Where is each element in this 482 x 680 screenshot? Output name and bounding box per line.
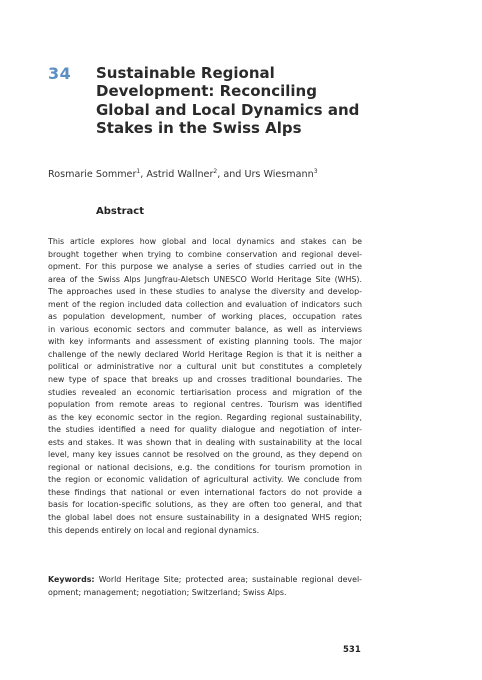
- page-number: 531: [343, 645, 361, 655]
- abstract-line: these findings that national or even international factors do not provide a: [48, 487, 362, 497]
- keywords-line: opment; management; negotiation; Switzerland; Swiss Alps.: [48, 587, 287, 597]
- author-name: Urs Wiesmann: [244, 169, 314, 180]
- author-name: Astrid Wallner: [146, 169, 214, 180]
- abstract-line: level, many key issues cannot be resolved on the ground, as they depend on: [48, 450, 362, 460]
- keywords-line: [48, 574, 362, 587]
- abstract-heading: Abstract: [96, 206, 145, 217]
- author-separator: ,: [140, 169, 147, 180]
- abstract-line: population from remote areas to regional centres. Tourism was identified: [48, 400, 362, 410]
- abstract-line: basis for location-specific solutions, as they are often too general, and that: [48, 500, 362, 510]
- affiliation-marker: 2: [213, 168, 218, 175]
- chapter-number: 34: [48, 64, 72, 83]
- author-separator: , and: [217, 169, 245, 180]
- chapter-title-line: Stakes in the Swiss Alps: [96, 118, 302, 137]
- abstract-body: [48, 236, 362, 537]
- author-name: Rosmarie Sommer: [48, 169, 137, 180]
- abstract-line: opment. For this purpose we analyse a series of studies carried out in the: [48, 262, 362, 272]
- abstract-line: in various economic sectors and commuter balance, as well as interviews: [48, 324, 362, 334]
- abstract-line: new type of space that breaks up and crosses traditional boundaries. The: [48, 375, 362, 385]
- chapter-title: [96, 64, 396, 137]
- keywords-section: [48, 574, 362, 599]
- abstract-line: the region or economic validation of agricultural activity. We conclude from: [48, 475, 362, 485]
- abstract-line: the studies identified a need for quality dialogue and negotiation of inter-: [48, 425, 362, 435]
- keywords-label: Keywords:: [48, 575, 95, 584]
- abstract-line: with key informants and assessment of existing planning tools. The major: [48, 337, 362, 347]
- abstract-line: area of the Swiss Alps Jungfrau-Aletsch UNESCO World Heritage Site (WHS).: [48, 274, 362, 284]
- chapter-title-line: Global and Local Dynamics and: [96, 100, 360, 119]
- abstract-line: challenge of the newly declared World Heritage Region is that it is neither a: [48, 349, 362, 359]
- abstract-line: as the key economic sector in the region. Regarding regional sustainability,: [48, 412, 362, 422]
- abstract-line: ests and stakes. It was shown that in dealing with sustainability at the local: [48, 437, 362, 447]
- abstract-line: The approaches used in these studies to analyse the diversity and develop-: [48, 287, 362, 297]
- affiliation-marker: 1: [136, 168, 141, 175]
- affiliation-marker: 3: [313, 168, 318, 175]
- abstract-line: regional or national decisions, e.g. the conditions for tourism promotion in: [48, 462, 362, 472]
- abstract-line: studies revealed an economic tertiarisation process and migration of the: [48, 387, 362, 397]
- abstract-line: this depends entirely on local and regional dynamics.: [48, 525, 260, 535]
- author-list: [48, 168, 318, 180]
- abstract-line: brought together when trying to combine conservation and regional devel-: [48, 249, 362, 259]
- keywords-text: World Heritage Site; protected area; sustainable regional devel-: [94, 575, 362, 584]
- abstract-line: ment of the region included data collection and evaluation of indicators such: [48, 299, 362, 309]
- abstract-line: as population development, number of working places, occupation rates: [48, 312, 362, 322]
- abstract-line: political or administrative nor a cultural unit but constitutes a completely: [48, 362, 362, 372]
- abstract-line: the global label does not ensure sustainability in a designated WHS region;: [48, 513, 362, 523]
- chapter-title-line: Sustainable Regional: [96, 64, 275, 82]
- abstract-line: This article explores how global and local dynamics and stakes can be: [48, 237, 362, 246]
- chapter-title-line: Development: Reconciling: [96, 82, 317, 101]
